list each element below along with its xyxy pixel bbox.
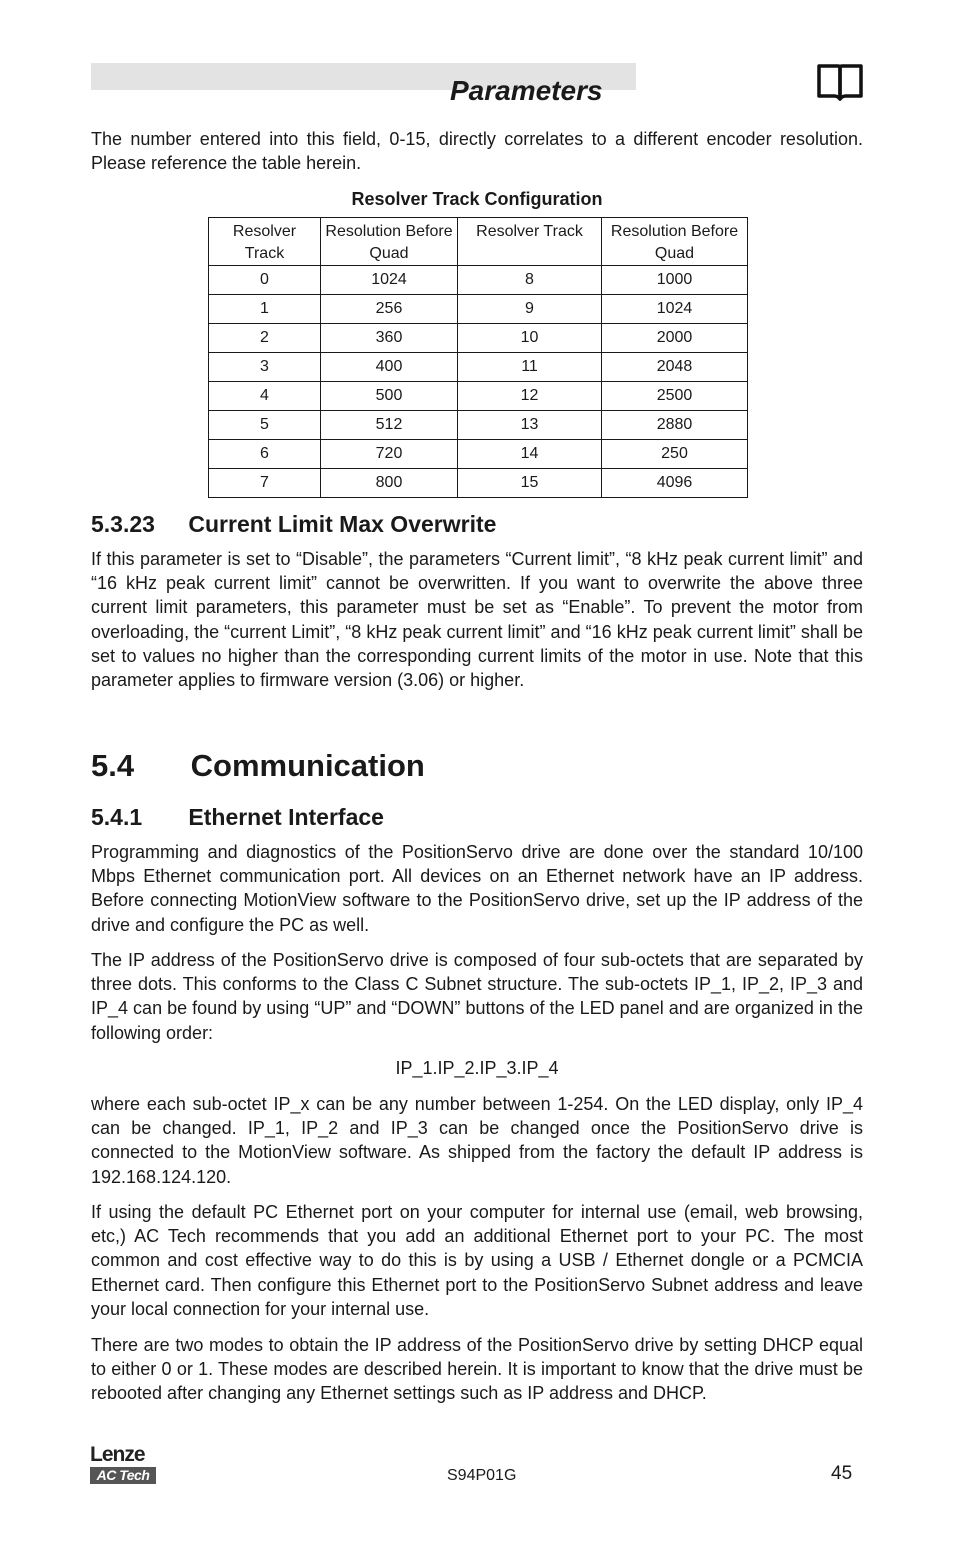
intro-paragraph: The number entered into this field, 0-15, directly correlates to a different encoder resolution. Please reference the table herein. xyxy=(91,129,863,174)
table-row xyxy=(209,295,748,324)
section-heading-5-4-1 xyxy=(91,803,384,831)
table-cell: 1024 xyxy=(321,266,458,295)
page-number: 45 xyxy=(831,1463,853,1484)
table-cell: 11 xyxy=(458,353,602,382)
table-cell: 9 xyxy=(458,295,602,324)
page-title: Parameters xyxy=(450,75,603,106)
table-cell: 14 xyxy=(458,440,602,469)
ip-format: IP_1.IP_2.IP_3.IP_4 xyxy=(395,1058,559,1078)
table-cell: 2500 xyxy=(602,382,748,411)
table-cell: 800 xyxy=(321,469,458,498)
table-cell: 1 xyxy=(209,295,321,324)
lenze-actech-logo xyxy=(90,1445,158,1484)
table-cell: 5 xyxy=(209,411,321,440)
table-cell: 1000 xyxy=(602,266,748,295)
table-cell: 360 xyxy=(321,324,458,353)
current-limit-paragraph: If this parameter is set to “Disable”, the parameters “Current limit”, “8 kHz peak current limit” and “16 kHz peak current limit” cannot be overwritten. If you want to overwrite the above three current limit parameters, this parameter must be set as “Enable”. To prevent the motor from overloading, the “current Limit”, “8 kHz peak current limit” and “16 kHz peak current limit” shall be set to values no higher than the corresponding current limits of the motor in use. Note that this parameter applies to firmware version (3.06) or higher. xyxy=(91,549,863,691)
table-cell: 3 xyxy=(209,353,321,382)
section-number: 5.4.1 xyxy=(91,804,143,830)
table-cell: 15 xyxy=(458,469,602,498)
table-cell: 4 xyxy=(209,382,321,411)
table-row xyxy=(209,266,748,295)
ethernet-paragraph-4: If using the default PC Ethernet port on your computer for internal use (email, web browsing, etc,) AC Tech recommends that you add an additional Ethernet port to your PC. The most common and cost effective way to do this is by using a USB / Ethernet dongle or a PCMCIA Ethernet card. Then configure this Ethernet port to the PositionServo Subnet address and leave your local connection for your internal use. xyxy=(91,1202,863,1319)
section-title: Communication xyxy=(190,748,425,783)
table-header-row xyxy=(209,218,748,266)
table-row xyxy=(209,324,748,353)
table-cell: 2880 xyxy=(602,411,748,440)
section-title: Current Limit Max Overwrite xyxy=(188,511,497,537)
table-cell: 2000 xyxy=(602,324,748,353)
section-heading-5-3-23 xyxy=(91,510,496,538)
ethernet-paragraph-2: The IP address of the PositionServo drive is composed of four sub-octets that are separated by three dots. This conforms to the Class C Subnet structure. The sub-octets IP_1, IP_2, IP_3 and IP_4 can be found by using “UP” and “DOWN” buttons of the LED panel and are organized in the following order: xyxy=(91,950,863,1043)
table-row xyxy=(209,440,748,469)
table-cell: 13 xyxy=(458,411,602,440)
table-row xyxy=(209,382,748,411)
table-cell: 0 xyxy=(209,266,321,295)
table-caption: Resolver Track Configuration xyxy=(351,189,603,209)
logo-actech-text: AC Tech xyxy=(90,1467,156,1484)
table-header-cell: Resolver Track xyxy=(458,218,602,266)
book-icon xyxy=(816,62,864,102)
table-row xyxy=(209,353,748,382)
table-cell: 6 xyxy=(209,440,321,469)
table-cell: 250 xyxy=(602,440,748,469)
section-number: 5.4 xyxy=(91,748,135,783)
ethernet-paragraph-5: There are two modes to obtain the IP address of the PositionServo drive by setting DHCP equal to either 0 or 1. These modes are described herein. It is important to know that the drive must be rebooted after changing any Ethernet settings such as IP address and DHCP. xyxy=(91,1335,863,1404)
section-heading-5-4 xyxy=(91,748,425,784)
table-row xyxy=(209,469,748,498)
ethernet-paragraph-1: Programming and diagnostics of the PositionServo drive are done over the standard 10/100 Mbps Ethernet communication port. All devices on an Ethernet network have an IP address. Before connecting MotionView software to the PositionServo drive, set up the IP address of the drive and configure the PC as well. xyxy=(91,842,863,935)
table-header-cell: Resolution Before Quad xyxy=(602,218,748,266)
table-cell: 400 xyxy=(321,353,458,382)
table-cell: 8 xyxy=(458,266,602,295)
logo-lenze-text: Lenze xyxy=(90,1443,145,1466)
resolver-track-table xyxy=(208,217,748,498)
table-cell: 256 xyxy=(321,295,458,324)
document-code: S94P01G xyxy=(447,1467,517,1484)
table-cell: 12 xyxy=(458,382,602,411)
table-header-cell: Resolver Track xyxy=(209,218,321,266)
table-cell: 500 xyxy=(321,382,458,411)
section-number: 5.3.23 xyxy=(91,511,155,537)
table-cell: 720 xyxy=(321,440,458,469)
ethernet-paragraph-3: where each sub-octet IP_x can be any number between 1-254. On the LED display, only IP_4 can be changed. IP_1, IP_2 and IP_3 can be changed once the PositionServo drive is connected to the MotionView software. As shipped from the factory the default IP address is 192.168.124.120. xyxy=(91,1094,863,1187)
table-row xyxy=(209,411,748,440)
table-cell: 1024 xyxy=(602,295,748,324)
table-cell: 4096 xyxy=(602,469,748,498)
table-header-cell: Resolution Before Quad xyxy=(321,218,458,266)
table-cell: 512 xyxy=(321,411,458,440)
table-cell: 2 xyxy=(209,324,321,353)
table-cell: 2048 xyxy=(602,353,748,382)
table-cell: 7 xyxy=(209,469,321,498)
section-title: Ethernet Interface xyxy=(188,804,384,830)
table-cell: 10 xyxy=(458,324,602,353)
